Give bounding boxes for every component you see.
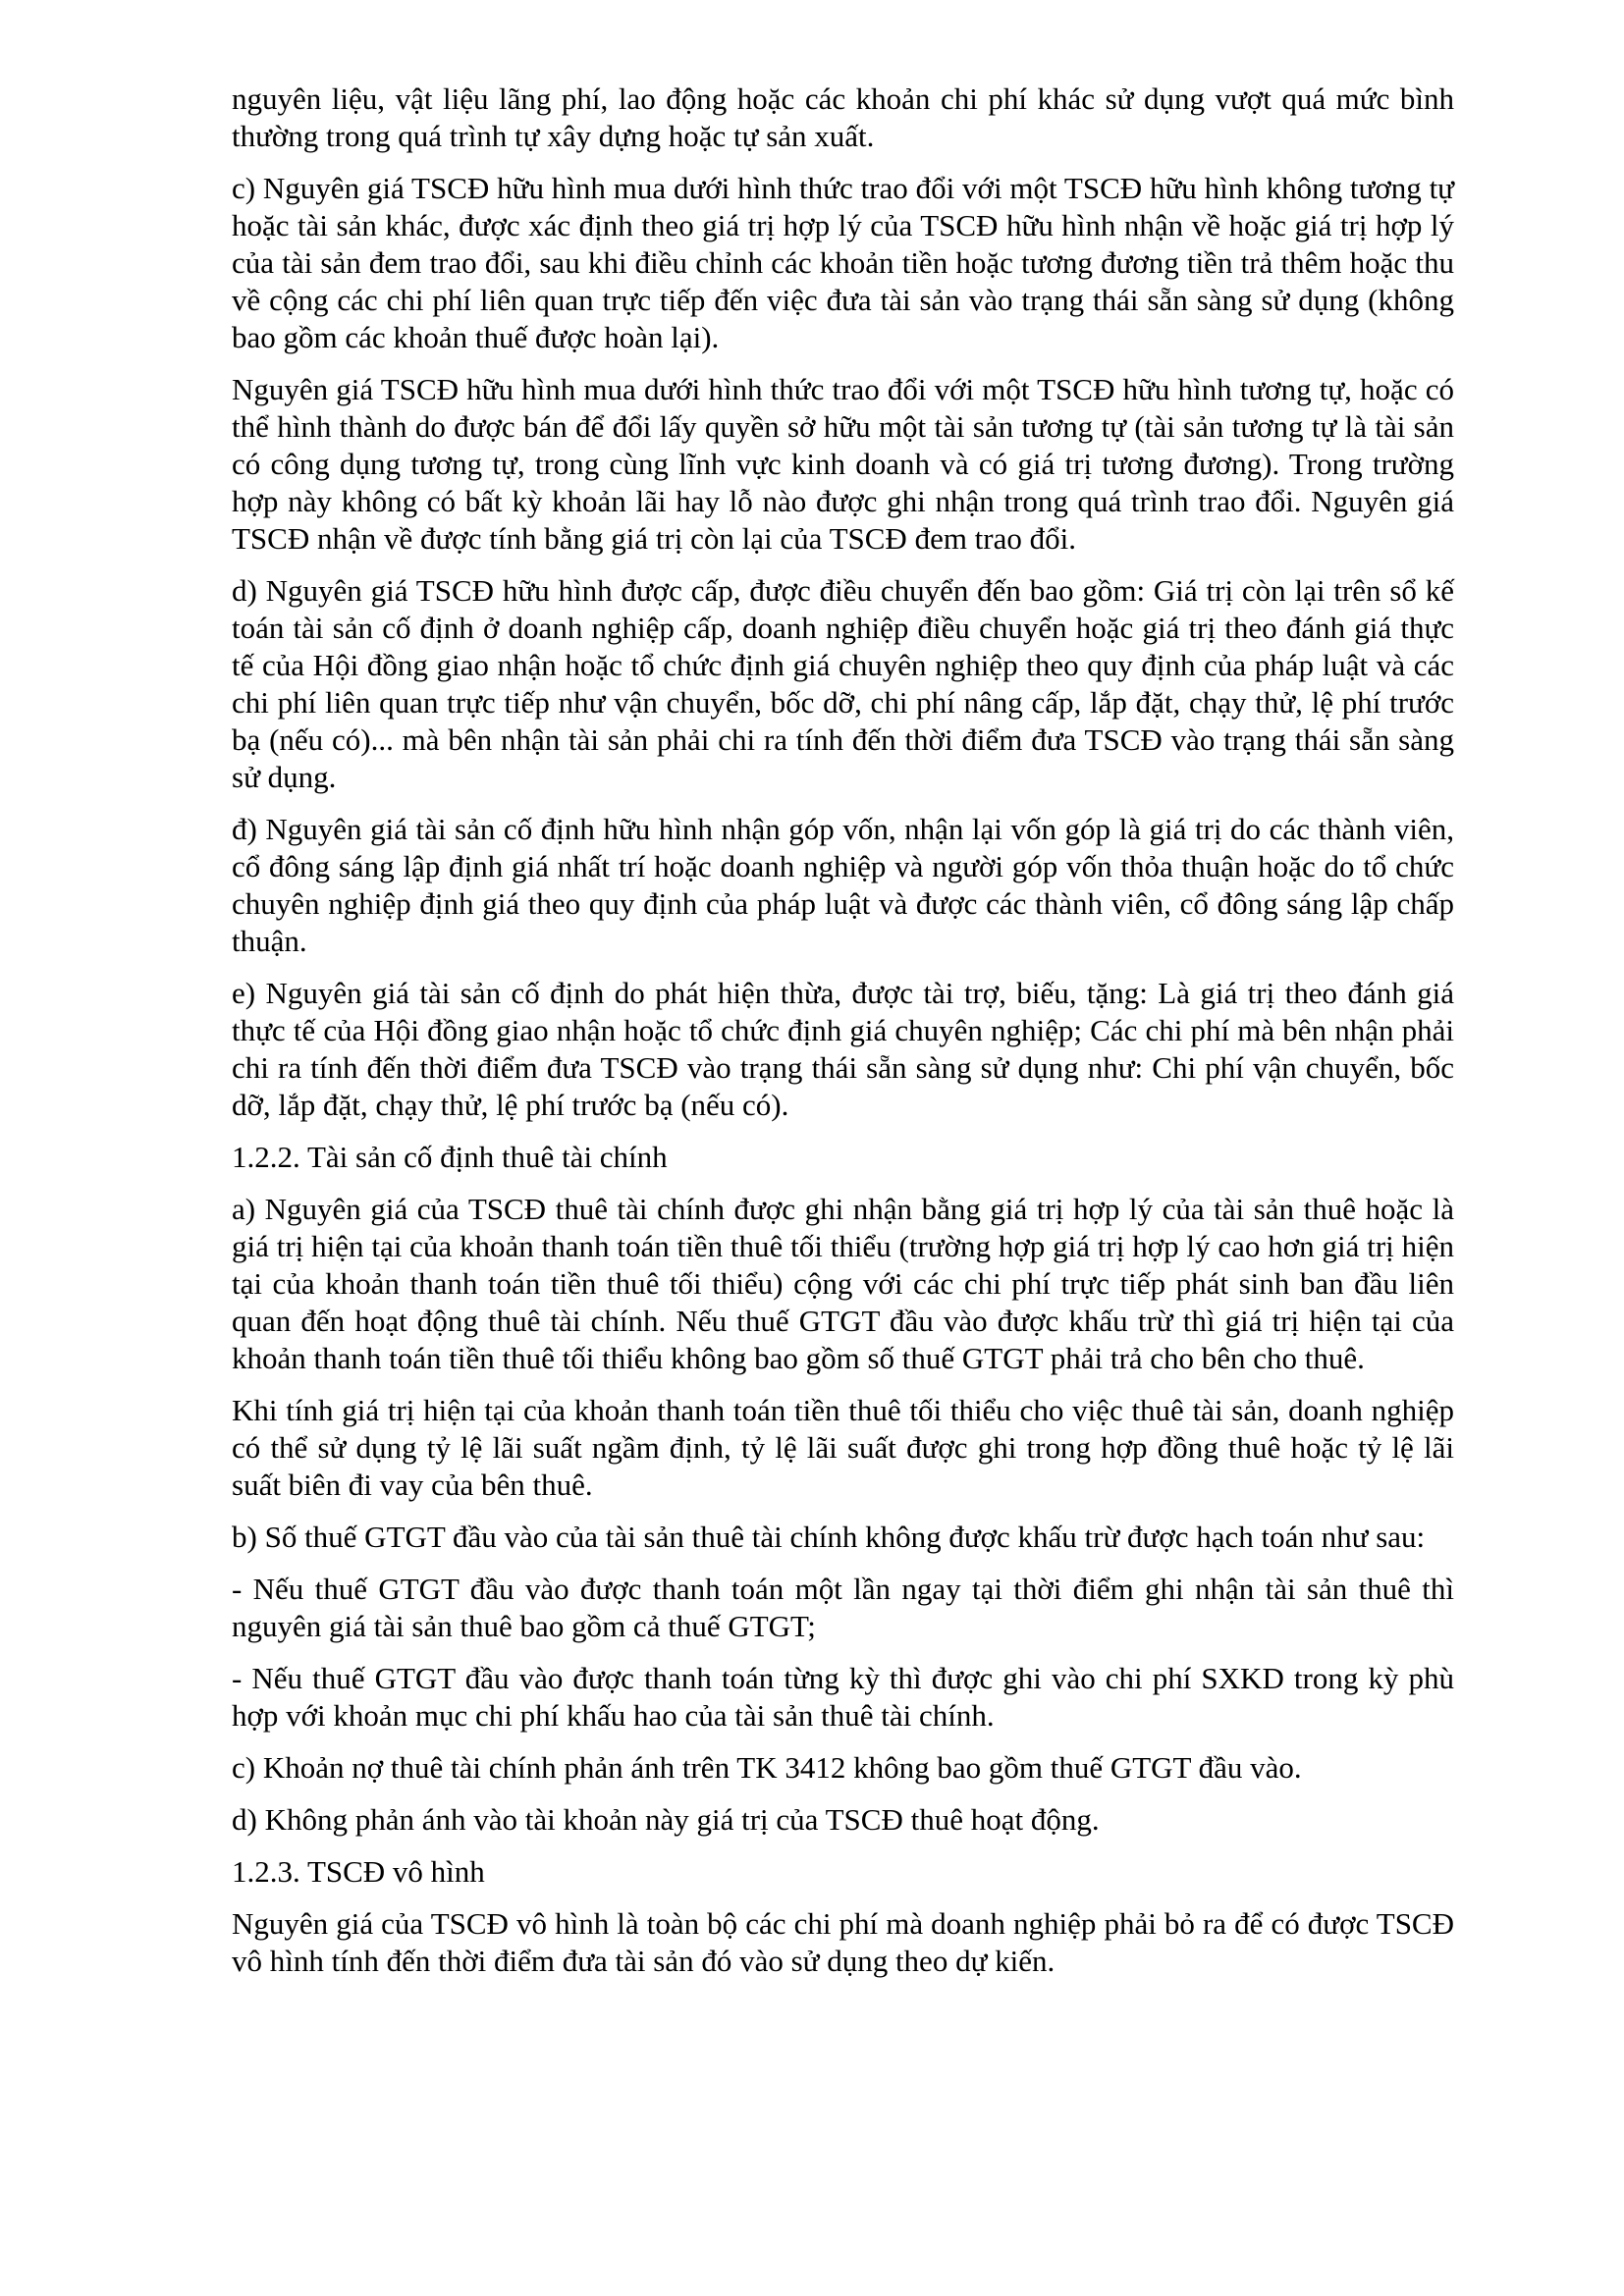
paragraph-bullet-one-time: - Nếu thuế GTGT đầu vào được thanh toán một lần ngay tại thời điểm ghi nhận tài sản thuê thì nguyên giá tài sản thuê bao gồm cả thuế GTGT; <box>232 1572 1454 1643</box>
paragraph-d-operating-lease: d) Không phản ánh vào tài khoản này giá trị của TSCĐ thuê hoạt động. <box>232 1802 1100 1837</box>
paragraph-d-allocated-transferred: d) Nguyên giá TSCĐ hữu hình được cấp, được điều chuyển đến bao gồm: Giá trị còn lại trên sổ kế toán tài sản cố định ở doanh nghiệp cấp, doanh nghiệp điều chuyển hoặc giá trị theo đánh giá thực tế của Hội đồng giao nhận hoặc tổ chức định giá chuyên nghiệp theo quy định của pháp luật và các chi phí liên quan trực tiếp như vận chuyển, bốc dỡ, chi phí nâng cấp, lắp đặt, chạy thử, lệ phí trước bạ (nếu có)... mà bên nhận tài sản phải chi ra tính đến thời điểm đưa TSCĐ vào trạng thái sẵn sàng sử dụng. <box>232 573 1454 794</box>
paragraph-continuation: nguyên liệu, vật liệu lãng phí, lao động hoặc các khoản chi phí khác sử dụng vượt quá mức bình thường trong quá trình tự xây dựng hoặc tự sản xuất. <box>232 81 1454 153</box>
paragraph-exchange-similar: Nguyên giá TSCĐ hữu hình mua dưới hình thức trao đổi với một TSCĐ hữu hình tương tự, hoặc có thể hình thành do được bán để đổi lấy quyền sở hữu một tài sản tương tự (tài sản tương tự là tài sản có công dụng tương tự, trong cùng lĩnh vực kinh doanh và có giá trị tương đương). Trong trường hợp này không có bất kỳ khoản lãi hay lỗ nào được ghi nhận trong quá trình trao đổi. Nguyên giá TSCĐ nhận về được tính bằng giá trị còn lại của TSCĐ đem trao đổi. <box>232 372 1454 556</box>
section-heading-1-2-2: 1.2.2. Tài sản cố định thuê tài chính <box>232 1140 668 1174</box>
paragraph-dd-capital-contribution: đ) Nguyên giá tài sản cố định hữu hình nhận góp vốn, nhận lại vốn góp là giá trị do các thành viên, cổ đông sáng lập định giá nhất trí hoặc doanh nghiệp và người góp vốn thỏa thuận hoặc do tổ chức chuyên nghiệp định giá theo quy định của pháp luật và được các thành viên, cổ đông sáng lập chấp thuận. <box>232 812 1454 958</box>
paragraph-a-finance-lease: a) Nguyên giá của TSCĐ thuê tài chính được ghi nhận bằng giá trị hợp lý của tài sản thuê hoặc là giá trị hiện tại của khoản thanh toán tiền thuê tối thiểu (trường hợp giá trị hợp lý cao hơn giá trị hiện tại của khoản thanh toán tiền thuê tối thiểu) cộng với các chi phí trực tiếp phát sinh ban đầu liên quan đến hoạt động thuê tài chính. Nếu thuế GTGT đầu vào được khấu trừ thì giá trị hiện tại của khoản thanh toán tiền thuê tối thiểu không bao gồm số thuế GTGT phải trả cho bên cho thuê. <box>232 1192 1454 1375</box>
paragraph-intangible-cost: Nguyên giá của TSCĐ vô hình là toàn bộ các chi phí mà doanh nghiệp phải bỏ ra để có được TSCĐ vô hình tính đến thời điểm đưa tài sản đó vào sử dụng theo dự kiến. <box>232 1906 1454 1978</box>
document-page <box>232 80 1454 1995</box>
paragraph-bullet-periodic: - Nếu thuế GTGT đầu vào được thanh toán từng kỳ thì được ghi vào chi phí SXKD trong kỳ phù hợp với khoản mục chi phí khấu hao của tài sản thuê tài chính. <box>232 1661 1454 1733</box>
paragraph-b-vat-input: b) Số thuế GTGT đầu vào của tài sản thuê tài chính không được khấu trừ được hạch toán như sau: <box>232 1520 1426 1554</box>
section-heading-1-2-3: 1.2.3. TSCĐ vô hình <box>232 1854 485 1889</box>
paragraph-c-lease-debt: c) Khoản nợ thuê tài chính phản ánh trên TK 3412 không bao gồm thuế GTGT đầu vào. <box>232 1750 1302 1785</box>
paragraph-e-surplus-donated: e) Nguyên giá tài sản cố định do phát hiện thừa, được tài trợ, biếu, tặng: Là giá trị theo đánh giá thực tế của Hội đồng giao nhận hoặc tổ chức định giá chuyên nghiệp; Các chi phí mà bên nhận phải chi ra tính đến thời điểm đưa TSCĐ vào trạng thái sẵn sàng sử dụng như: Chi phí vận chuyển, bốc dỡ, lắp đặt, chạy thử, lệ phí trước bạ (nếu có). <box>232 976 1454 1122</box>
paragraph-c-exchange-dissimilar: c) Nguyên giá TSCĐ hữu hình mua dưới hình thức trao đổi với một TSCĐ hữu hình không tương tự hoặc tài sản khác, được xác định theo giá trị hợp lý của TSCĐ hữu hình nhận về hoặc giá trị hợp lý của tài sản đem trao đổi, sau khi điều chỉnh các khoản tiền hoặc tương đương tiền trả thêm hoặc thu về cộng các chi phí liên quan trực tiếp đến việc đưa tài sản vào trạng thái sẵn sàng sử dụng (không bao gồm các khoản thuế được hoàn lại). <box>232 171 1454 354</box>
paragraph-present-value: Khi tính giá trị hiện tại của khoản thanh toán tiền thuê tối thiểu cho việc thuê tài sản, doanh nghiệp có thể sử dụng tỷ lệ lãi suất ngầm định, tỷ lệ lãi suất được ghi trong hợp đồng thuê hoặc tỷ lệ lãi suất biên đi vay của bên thuê. <box>232 1393 1454 1502</box>
